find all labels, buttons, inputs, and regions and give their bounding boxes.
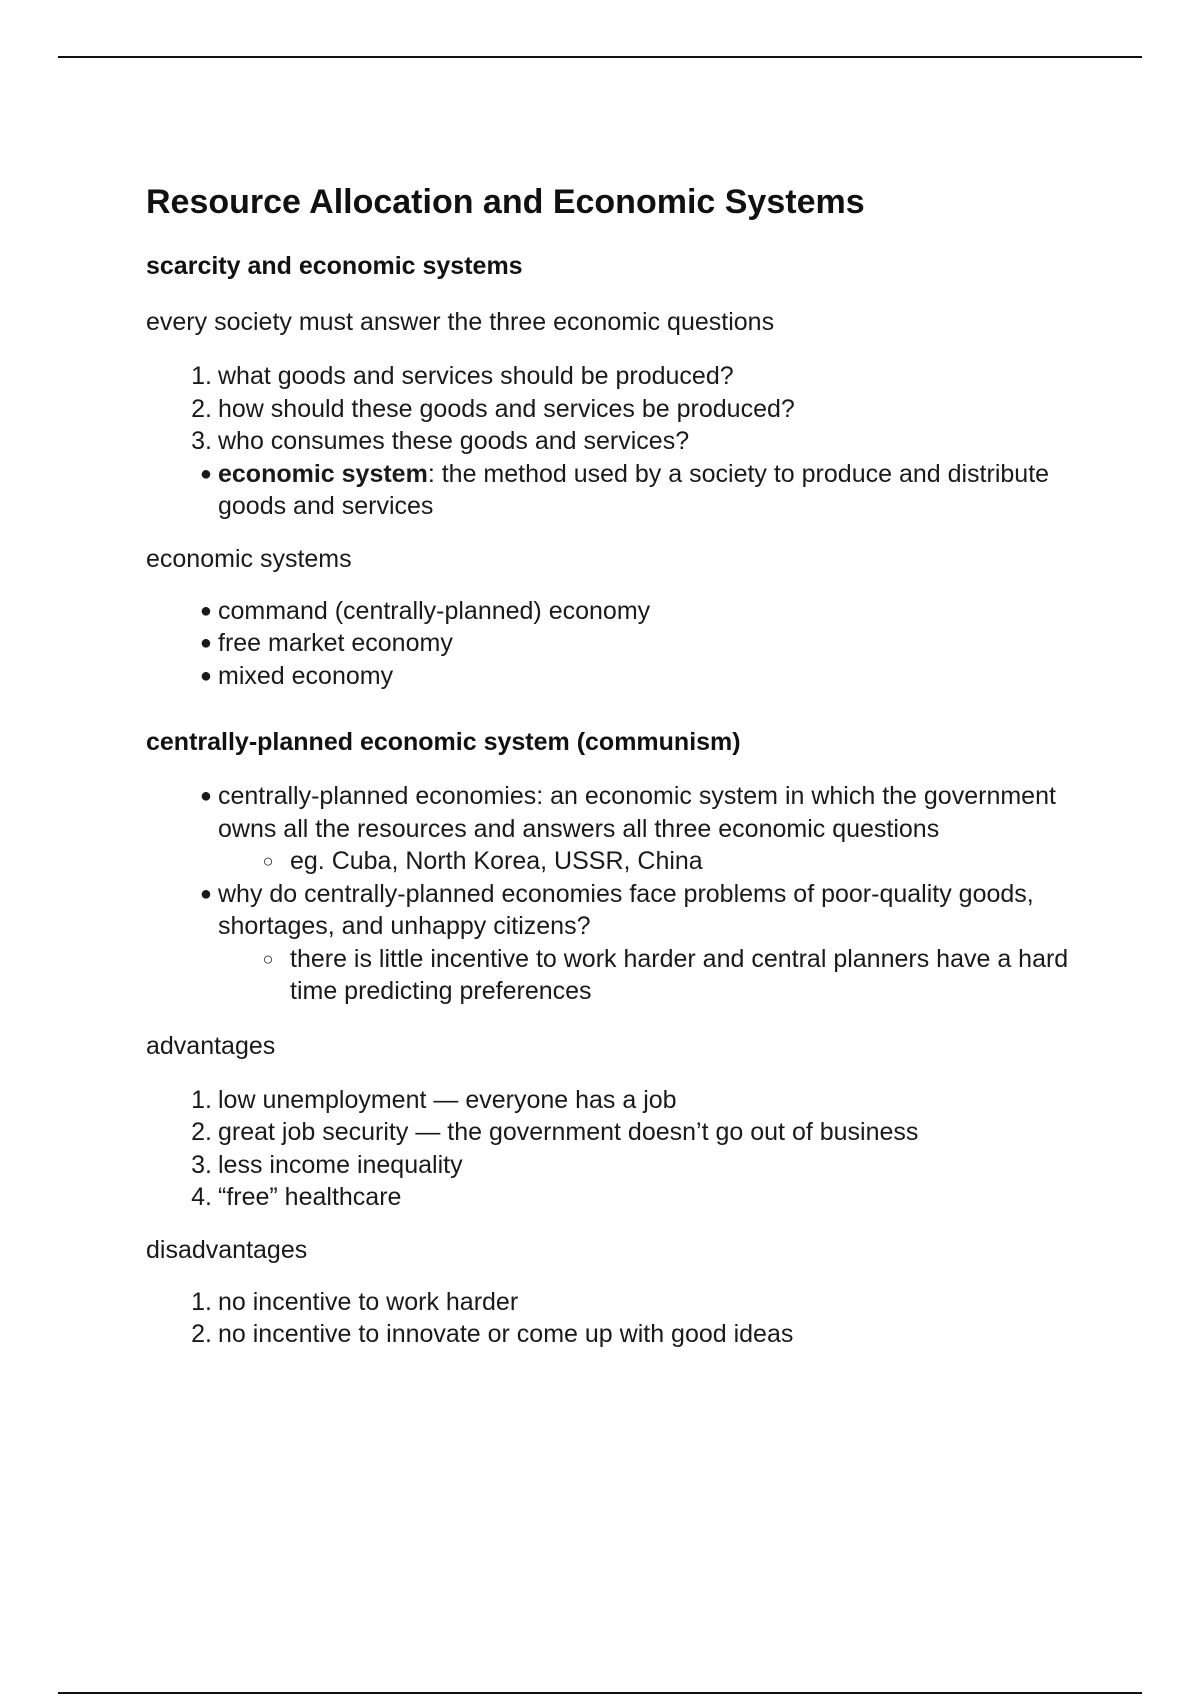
definition-text: : the method used by a society to produce and distribute goods and services xyxy=(218,459,1050,520)
list-item-text: centrally-planned economies: an economic system in which the government owns all the resources and answers all three economic questions xyxy=(218,782,1056,843)
list-item xyxy=(146,1084,1106,1117)
centrally-planned-list xyxy=(146,780,1106,1008)
list-number: 2. xyxy=(191,1320,212,1348)
list-number: 3. xyxy=(191,1150,212,1179)
advantages-label: advantages xyxy=(146,1031,276,1060)
bullet-icon: ● xyxy=(199,632,212,654)
circle-bullet-icon: ○ xyxy=(262,851,274,871)
list-number: 3. xyxy=(191,427,212,455)
list-number: 1. xyxy=(191,362,212,390)
list-item-text: low unemployment — everyone has a job xyxy=(218,1085,677,1114)
list-item xyxy=(146,1181,1106,1214)
list-item xyxy=(146,1318,1106,1351)
section-heading-centrally-planned: centrally-planned economic system (communism) xyxy=(146,728,741,756)
list-item xyxy=(146,780,1106,845)
definition-item xyxy=(146,458,1106,523)
list-number: 2. xyxy=(191,1118,212,1146)
list-item xyxy=(146,393,1106,426)
list-item-text: no incentive to innovate or come up with good ideas xyxy=(218,1320,794,1348)
list-item-text: free market economy xyxy=(218,629,453,657)
list-item xyxy=(146,1286,1106,1319)
bullet-icon: ● xyxy=(199,664,212,687)
bullet-icon: ● xyxy=(199,599,212,622)
disadvantages-list xyxy=(146,1286,1106,1351)
definition-term: economic system xyxy=(218,459,428,488)
list-item-text: mixed economy xyxy=(218,661,394,690)
list-number: 4. xyxy=(191,1183,212,1211)
list-number: 1. xyxy=(191,1085,212,1114)
advantages-list xyxy=(146,1084,1106,1214)
bullet-icon: ● xyxy=(199,882,212,905)
sub-list-item-text: eg. Cuba, North Korea, USSR, China xyxy=(290,847,703,875)
list-item xyxy=(146,627,1106,660)
list-item-text: command (centrally-planned) economy xyxy=(218,596,651,625)
list-item-text: why do centrally-planned economies face problems of poor-quality goods, shortages, and unhappy citizens? xyxy=(218,879,1034,940)
list-item xyxy=(146,1116,1106,1149)
section-heading-scarcity: scarcity and economic systems xyxy=(146,252,523,280)
list-item-text: less income inequality xyxy=(218,1150,463,1179)
page-title: Resource Allocation and Economic Systems xyxy=(146,183,865,221)
systems-label: economic systems xyxy=(146,544,352,573)
list-item xyxy=(146,1149,1106,1182)
top-rule xyxy=(58,56,1142,58)
sub-list-item xyxy=(146,845,1106,878)
bottom-rule xyxy=(58,1692,1142,1694)
list-item-text: great job security — the government doesn’t go out of business xyxy=(218,1118,919,1146)
systems-list xyxy=(146,595,1106,693)
list-item xyxy=(146,425,1106,458)
list-item-text: how should these goods and services be produced? xyxy=(218,394,795,423)
disadvantages-label: disadvantages xyxy=(146,1235,308,1264)
list-number: 2. xyxy=(191,394,212,423)
list-item-text: “free” healthcare xyxy=(218,1183,402,1211)
sub-list-item-text: there is little incentive to work harder and central planners have a hard time predicting preferences xyxy=(290,944,1069,1005)
document-body xyxy=(146,176,1106,1351)
list-item xyxy=(146,595,1106,628)
list-item xyxy=(146,660,1106,693)
list-item xyxy=(146,360,1106,393)
questions-list xyxy=(146,360,1106,523)
list-item-text: what goods and services should be produced? xyxy=(218,362,734,390)
bullet-icon: ● xyxy=(199,462,212,485)
circle-bullet-icon: ○ xyxy=(262,948,274,969)
list-item xyxy=(146,878,1106,943)
bullet-icon: ● xyxy=(199,785,212,807)
list-item-text: who consumes these goods and services? xyxy=(218,427,690,455)
intro-text: every society must answer the three economic questions xyxy=(146,308,775,336)
sub-list-item xyxy=(146,943,1106,1008)
list-number: 1. xyxy=(191,1287,212,1316)
list-item-text: no incentive to work harder xyxy=(218,1287,519,1316)
